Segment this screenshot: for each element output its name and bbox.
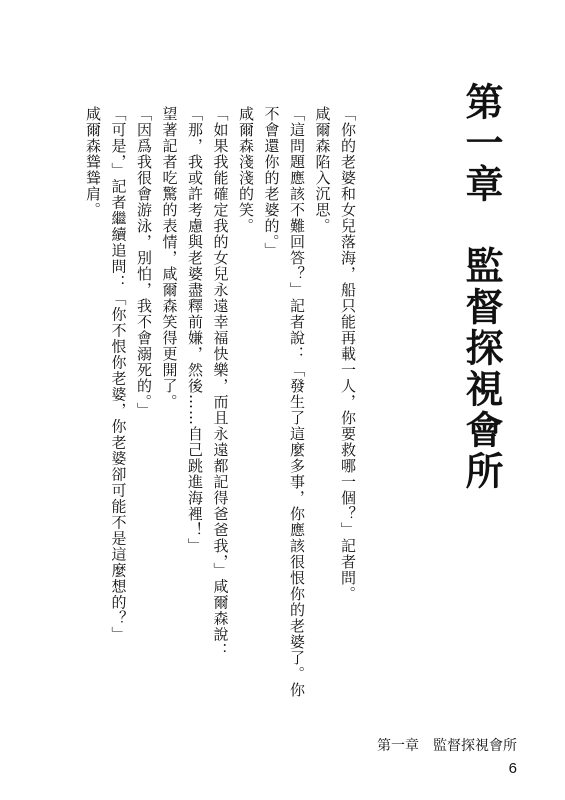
paragraph: 「可是，」記者繼續追問：「你不恨你老婆，你老婆卻可能不是這麼想的？」 [109,106,128,643]
paragraph: 「因爲我很會游泳，別怕，我不會溺死的。」 [135,106,153,419]
running-header: 第一章 監督探視會所 [377,738,517,754]
chapter-body [80,106,361,706]
paragraph: 「你的老婆和女兒落海，船只能再載一人，你要救哪一個？」記者問。 [339,106,357,602]
paragraph: 望著記者吃驚的表情，咸爾森笑得更開了。 [160,106,179,410]
paragraph: 「這問題應該不難回答？」記者說：「發生了這麼多事，你應該很恨你的老婆了。你不會還你的老婆的。」 [262,106,306,698]
paragraph: 咸爾森淺淺的笑。 [237,106,255,234]
paragraph: 咸爾森陷入沉思。 [313,106,332,234]
paragraph: 「如果我能確定我的女兒永遠幸福快樂，而且永遠都記得爸爸我，」咸爾森說：「那，我或許考慮與老婆盡釋前嫌，然後……自己跳進海裡！」 [186,106,230,659]
chapter-title: 第一章 監督探視會所 [459,82,504,492]
page-number: 6 [508,760,517,777]
paragraph: 咸爾森聳聳肩。 [84,106,102,218]
